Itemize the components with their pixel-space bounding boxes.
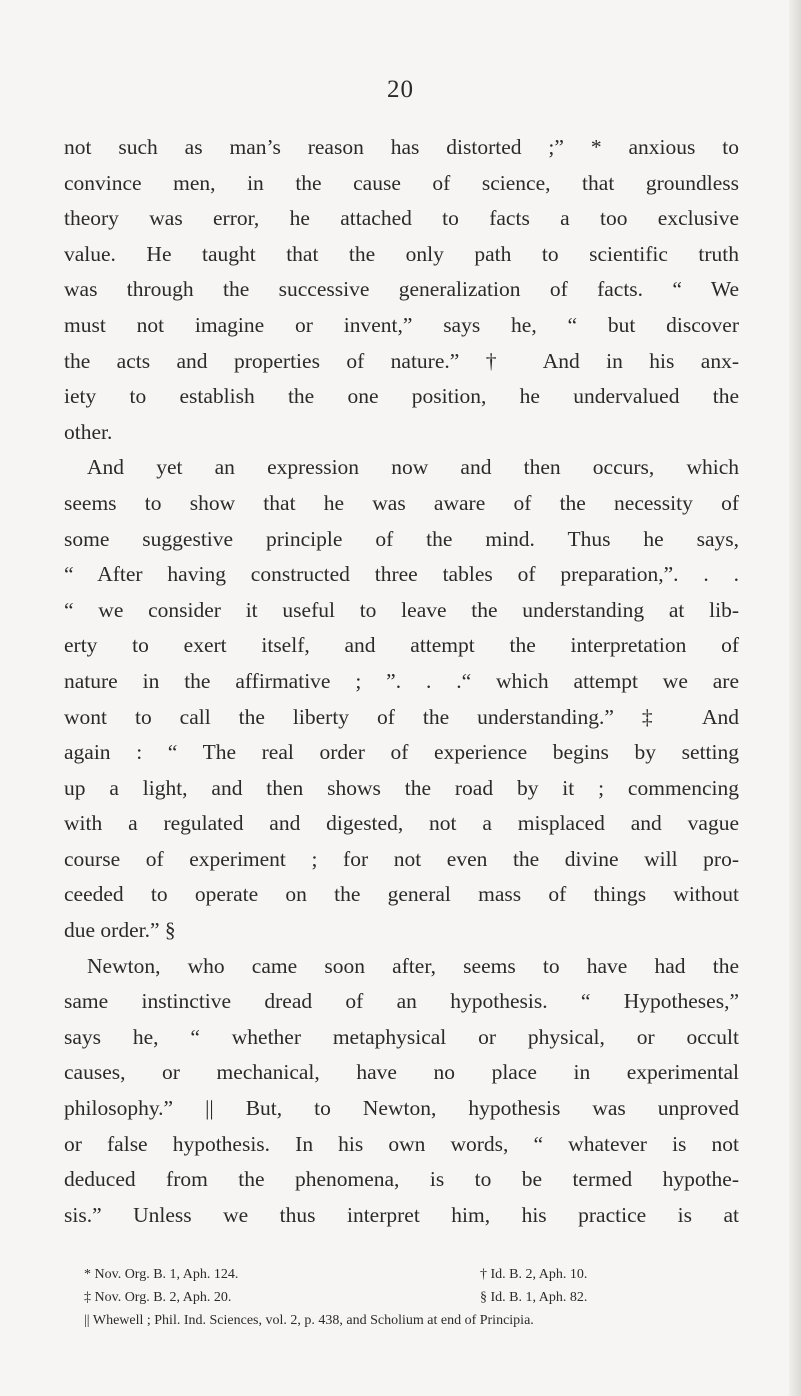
footnote-3: ‡ Nov. Org. B. 2, Aph. 20. xyxy=(84,1290,232,1305)
text-line: the acts and properties of nature.” † And in his anx- xyxy=(64,348,739,373)
text-line: “ we consider it useful to leave the understanding at lib- xyxy=(64,597,739,622)
body-text xyxy=(64,130,739,1233)
text-line: wont to call the liberty of the understanding.” ‡ And xyxy=(64,704,739,729)
text-line: some suggestive principle of the mind. Thus he says, xyxy=(64,526,739,551)
text-line: philosophy.” || But, to Newton, hypothesis was unproved xyxy=(64,1096,739,1121)
footnote-row xyxy=(84,1286,740,1309)
text-line: course of experiment ; for not even the divine will pro- xyxy=(64,846,739,871)
footnote-1: * Nov. Org. B. 1, Aph. 124. xyxy=(84,1267,239,1282)
text-line: And yet an expression now and then occurs, which xyxy=(87,455,739,480)
text-line: nature in the affirmative ; ”. . .“ which attempt we are xyxy=(64,668,739,693)
text-line: must not imagine or invent,” says he, “ but discover xyxy=(64,312,739,337)
text-line: says he, “ whether metaphysical or physical, or occult xyxy=(64,1024,739,1049)
text-line: ceeded to operate on the general mass of things without xyxy=(64,882,739,907)
page-number: 20 xyxy=(387,76,414,103)
footnote-2: † Id. B. 2, Aph. 10. xyxy=(480,1267,588,1282)
text-line: again : “ The real order of experience begins by setting xyxy=(64,740,739,765)
footnotes xyxy=(84,1263,740,1332)
footnote-row xyxy=(84,1309,740,1332)
footnote-row xyxy=(84,1263,740,1286)
text-line: or false hypothesis. In his own words, “ whatever is not xyxy=(64,1131,739,1156)
text-line: seems to show that he was aware of the necessity of xyxy=(64,490,739,515)
text-line: was through the successive generalization of facts. “ We xyxy=(64,277,739,302)
text-line: not such as man’s reason has distorted ;” * anxious to xyxy=(64,135,739,159)
text-line: Newton, who came soon after, seems to have had the xyxy=(87,953,739,978)
text-line: causes, or mechanical, have no place in experimental xyxy=(64,1060,739,1085)
footnote-4: § Id. B. 1, Aph. 82. xyxy=(480,1290,588,1305)
text-line: deduced from the phenomena, is to be termed hypothe- xyxy=(64,1167,739,1192)
text-line: sis.” Unless we thus interpret him, his practice is at xyxy=(64,1202,739,1227)
text-line: same instinctive dread of an hypothesis. “ Hypotheses,” xyxy=(64,989,739,1014)
text-line: “ After having constructed three tables of preparation,”. . . xyxy=(64,562,739,587)
footnote-5: || Whewell ; Phil. Ind. Sciences, vol. 2, p. 438, and Scholium at end of Principia. xyxy=(84,1313,534,1328)
text-line: iety to establish the one position, he undervalued the xyxy=(64,384,739,409)
text-line: other. xyxy=(64,419,113,444)
text-line: convince men, in the cause of science, that groundless xyxy=(64,170,739,195)
text-line: erty to exert itself, and attempt the interpretation of xyxy=(64,633,739,658)
text-line: up a light, and then shows the road by it ; commencing xyxy=(64,775,739,800)
text-line: with a regulated and digested, not a misplaced and vague xyxy=(64,811,739,836)
text-line: theory was error, he attached to facts a too exclusive xyxy=(64,206,739,231)
text-line: value. He taught that the only path to scientific truth xyxy=(64,241,739,266)
text-line: due order.” § xyxy=(64,918,176,943)
page-edge-shadow xyxy=(789,0,801,1396)
